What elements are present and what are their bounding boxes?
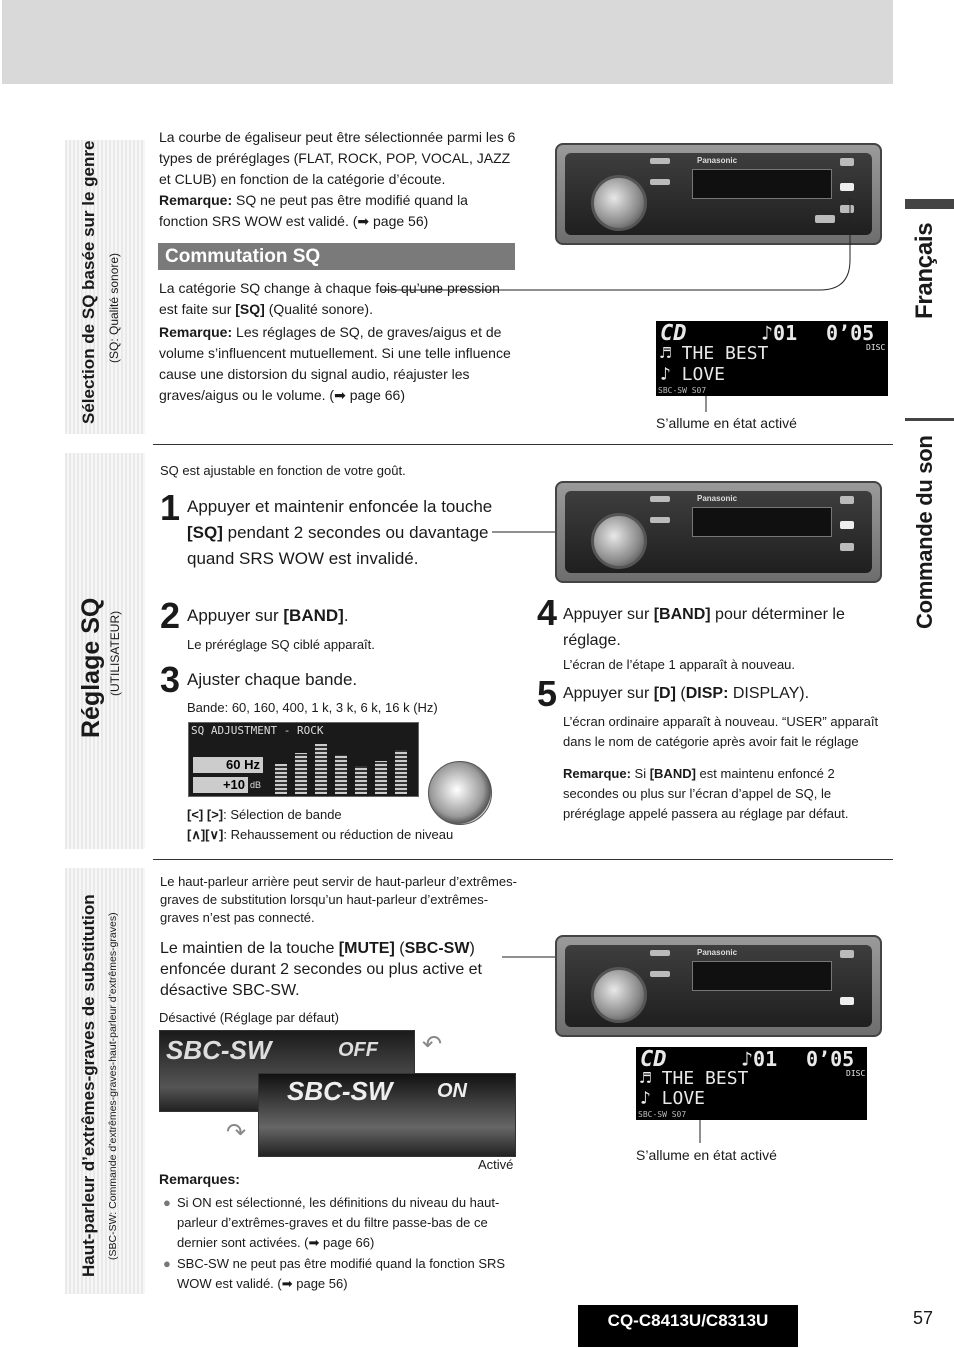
indicator-caption: S’allume en état activé bbox=[636, 1147, 777, 1163]
arrow-keys-level: [∧][∨]: Rehaussement ou réduction de niveau bbox=[187, 827, 454, 842]
section-label: Commande du son bbox=[912, 435, 937, 630]
eq-band-bar bbox=[275, 764, 287, 794]
step-3-text: Ajuster chaque bande. bbox=[187, 670, 358, 689]
eq-band-bar bbox=[295, 753, 307, 794]
step-number-3: 3 bbox=[160, 659, 181, 700]
s1-remark: Remarque: SQ ne peut pas être modifié quand la fonction SRS WOW est validé. (➡ page 56) bbox=[159, 192, 468, 229]
s1-remark-2: Remarque: Les réglages de SQ, de graves/aigus et de volume s’influencent mutuellement. Si une telle influence cause une distorsion du signal audio, réajuster les graves/aigus ou le volume. (➡ page 66) bbox=[159, 324, 511, 403]
section-title: Réglage SQ bbox=[77, 597, 105, 739]
on-caption: Activé bbox=[478, 1157, 514, 1172]
s3-main-text: Le maintien de la touche [MUTE] (SBC-SW) enfoncée durant 2 secondes ou plus active et désactive SBC-SW. bbox=[160, 940, 482, 999]
commutation-sq-heading: Commutation SQ bbox=[158, 243, 515, 270]
car-stereo-unit bbox=[555, 935, 882, 1037]
navigation-ring bbox=[428, 761, 492, 825]
unit-display bbox=[692, 507, 832, 537]
page-number: 57 bbox=[913, 1308, 934, 1328]
toggle-arrow-icon: ↶ bbox=[422, 1031, 443, 1058]
s1-paragraph-2: La catégorie SQ change à chaque fois qu’une pression est faite sur [SQ] (Qualité sonore). bbox=[159, 280, 500, 317]
volume-knob bbox=[591, 513, 647, 569]
brand-label: Panasonic bbox=[697, 494, 738, 503]
eq-band-bar bbox=[355, 766, 367, 794]
sbc-sw-on-screen: SBC-SW ON bbox=[258, 1073, 516, 1157]
section-subtitle: (SQ: Qualité sonore) bbox=[107, 252, 121, 364]
eq-band-bar bbox=[375, 761, 387, 794]
section-subtitle: (SBC-SW: Commande d’extrêmes-graves-haut-parleur d’extrêmes-graves) bbox=[107, 912, 119, 1260]
step-1-text: Appuyer et maintenir enfoncée la touche [SQ] pendant 2 secondes ou davantage quand SRS WOW est invalidé. bbox=[187, 497, 493, 568]
section-subtitle: (UTILISATEUR) bbox=[108, 610, 122, 696]
step-number-2: 2 bbox=[160, 595, 181, 636]
remark-item: ● Si ON est sélectionné, les définitions du niveau du haut-parleur d’extrêmes-graves et du filtre passe-bas de ce dernier sont activées. (➡ page 66) bbox=[163, 1195, 500, 1250]
car-stereo-unit bbox=[555, 481, 882, 583]
s2-intro: SQ est ajustable en fonction de votre goût. bbox=[160, 463, 406, 478]
unit-display bbox=[692, 961, 832, 991]
eq-band-bar bbox=[395, 750, 407, 794]
remark-item: ● SBC-SW ne peut pas être modifié quand la fonction SRS WOW est validé. (➡ page 56) bbox=[163, 1256, 506, 1291]
step-4-text: Appuyer sur [BAND] pour déterminer le réglage. bbox=[563, 606, 845, 649]
step-4-note: L’écran de l’étape 1 apparaît à nouveau. bbox=[563, 657, 796, 672]
volume-knob bbox=[591, 967, 647, 1023]
model-number: CQ-C8413U/C8313U bbox=[578, 1305, 798, 1347]
eq-band-bar bbox=[315, 744, 327, 794]
sbc-sw-off-screen: SBC-SW OFF bbox=[159, 1030, 415, 1112]
step-number-4: 4 bbox=[537, 592, 558, 633]
s1-paragraph: La courbe de égaliseur peut être sélectionnée parmi les 6 types de préréglages (FLAT, ROCK, POP, VOCAL, JAZZ et CLUB) en fonction de la catégorie d’écoute. bbox=[159, 129, 516, 187]
step-number-1: 1 bbox=[160, 487, 181, 528]
step-number-5: 5 bbox=[537, 673, 558, 714]
s2-remark: Remarque: Si [BAND] est maintenu enfoncé 2 secondes ou plus sur l’écran d’appel de SQ, le préréglage appelé passera au réglage par défaut. bbox=[563, 766, 849, 821]
step-5-note: L’écran ordinaire apparaît à nouveau. “USER” apparaît dans le nom de catégorie après avoir fait le réglage bbox=[563, 714, 879, 749]
bands-list: Bande: 60, 160, 400, 1 k, 3 k, 6 k, 16 k (Hz) bbox=[187, 700, 438, 715]
brand-label: Panasonic bbox=[697, 948, 738, 957]
toggle-arrow-icon: ↷ bbox=[226, 1119, 247, 1146]
eq-band-bar bbox=[335, 755, 347, 794]
step-2-text: Appuyer sur [BAND]. bbox=[187, 606, 349, 625]
step-5-text: Appuyer sur [D] (DISP: DISPLAY). bbox=[563, 685, 810, 702]
language-label: Français bbox=[911, 222, 938, 319]
remarks-title: Remarques: bbox=[159, 1171, 240, 1187]
lcd-display: CD ♪01 0’05 DISC ♬ THE BEST ♪ LOVE SBC-SW S07 bbox=[638, 1047, 866, 1119]
eq-display: SQ ADJUSTMENT - ROCK 60 Hz +10 dB bbox=[188, 722, 419, 797]
lcd-display: CD ♪01 0’05 DISC ♬ THE BEST ♪ LOVE SBC-SW S07 bbox=[656, 321, 888, 396]
section-title: Haut-parleur d’extrêmes-graves de substitution bbox=[79, 894, 98, 1278]
arrow-keys-band: [<] [>]: Sélection de bande bbox=[187, 807, 342, 822]
brand-label: Panasonic bbox=[697, 156, 738, 165]
off-caption: Désactivé (Réglage par défaut) bbox=[159, 1010, 339, 1025]
step-2-note: Le préréglage SQ ciblé apparaît. bbox=[187, 637, 375, 652]
s3-intro: Le haut-parleur arrière peut servir de haut-parleur d’extrêmes-graves de substitution lorsqu’un haut-parleur d’extrêmes-graves n’est pas connecté. bbox=[160, 874, 517, 925]
section-title: Sélection de SQ basée sur le genre bbox=[79, 140, 98, 424]
indicator-caption: S’allume en état activé bbox=[656, 415, 797, 431]
